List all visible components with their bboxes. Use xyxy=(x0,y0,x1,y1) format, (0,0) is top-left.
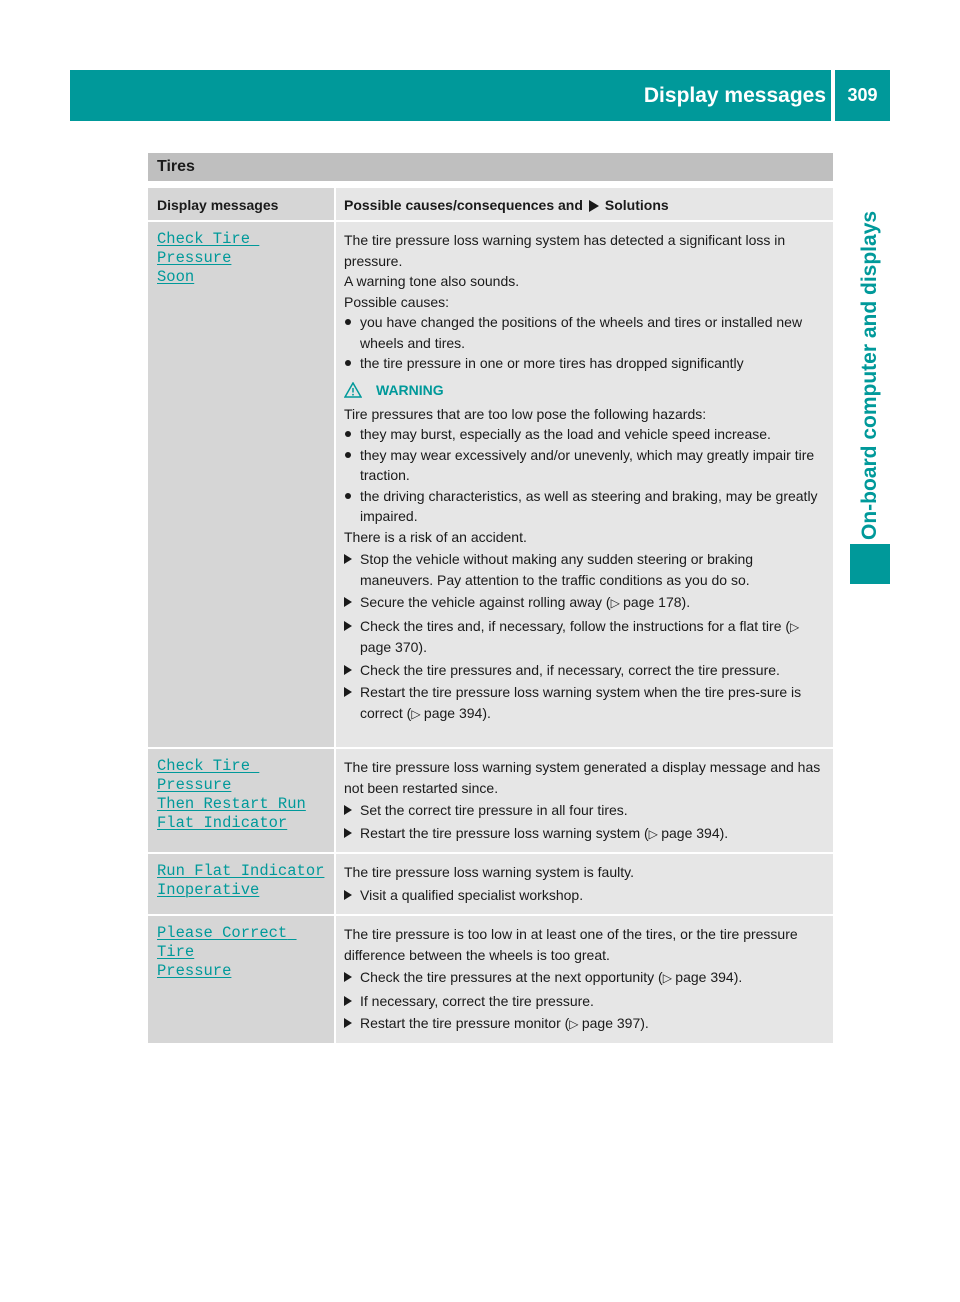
solution-cell xyxy=(336,854,833,914)
table-row xyxy=(148,749,833,854)
section-title: Tires xyxy=(157,158,195,175)
section-bar xyxy=(148,153,833,181)
col-header-solutions-label: Solutions xyxy=(604,197,669,213)
chapter-side-label: On-board computer and displays xyxy=(858,210,881,540)
bullet-icon xyxy=(344,445,360,486)
arrow-icon xyxy=(344,549,360,590)
solution-step xyxy=(344,592,827,614)
hazard-item xyxy=(344,424,827,445)
arrow-icon xyxy=(587,199,601,213)
step-text: Restart the tire pressure loss warning system (▷ page 394). xyxy=(360,824,729,841)
display-messages-table xyxy=(148,188,833,1045)
arrow-icon xyxy=(344,682,360,724)
message-cell xyxy=(148,222,336,747)
display-message-text: Check Tire Pressure Then Restart Run Flat Indicator xyxy=(157,757,306,832)
col-header-causes: Possible causes/consequences and xyxy=(344,197,583,213)
arrow-icon xyxy=(344,823,360,845)
solution-step xyxy=(344,682,827,724)
bullet-icon xyxy=(344,353,360,374)
page-reference-link[interactable]: page 394 xyxy=(675,969,734,985)
arrow-icon xyxy=(344,800,360,821)
page-ref-icon: ▷ xyxy=(610,596,624,610)
cause-item xyxy=(344,312,827,353)
display-message-text: Please Correct Tire Pressure xyxy=(157,924,288,980)
description-text: A warning tone also sounds. xyxy=(344,273,520,289)
arrow-icon xyxy=(344,660,360,681)
solution-step xyxy=(344,660,827,681)
description-text: Possible causes: xyxy=(344,293,450,310)
solution-cell xyxy=(336,749,833,852)
solution-step xyxy=(344,616,827,658)
display-message-text: Run Flat Indicator Inoperative xyxy=(157,862,325,899)
solution-step xyxy=(344,967,827,989)
hazard-text: they may wear excessively and/or unevenly, which may greatly impair tire traction. xyxy=(360,446,815,483)
page-reference-link[interactable]: page 397 xyxy=(581,1015,641,1031)
description-text: The tire pressure loss warning system generated a display message and has not been restarted since. xyxy=(344,759,821,796)
page-ref-icon: ▷ xyxy=(411,706,424,721)
arrow-icon xyxy=(344,991,360,1012)
table-header-row xyxy=(148,188,833,222)
solution-step xyxy=(344,549,827,590)
step-text: Check the tire pressures at the next opportunity (▷ page 394). xyxy=(360,969,743,985)
step-text: Check the tires and, if necessary, follow the instructions for a flat tire (▷ page 370). xyxy=(360,617,800,655)
warning-text: Tire pressures that are too low pose the following hazards: xyxy=(344,405,707,422)
warning-heading xyxy=(344,382,827,398)
bullet-icon xyxy=(344,312,360,353)
message-cell xyxy=(148,916,336,1043)
page-reference-link[interactable]: page 394 xyxy=(661,824,720,841)
warning-triangle-icon xyxy=(344,382,362,398)
step-text: Set the correct tire pressure in all four tires. xyxy=(360,802,628,818)
description-text: The tire pressure loss warning system is faulty. xyxy=(344,864,634,880)
bullet-icon xyxy=(344,424,360,445)
message-cell xyxy=(148,749,336,852)
page-ref-icon: ▷ xyxy=(569,1017,582,1031)
cause-text: you have changed the positions of the wheels and tires or installed new wheels and tires. xyxy=(360,314,803,351)
solution-cell xyxy=(336,916,833,1043)
display-message-text: Check Tire Pressure Soon xyxy=(157,230,251,286)
table-body xyxy=(148,222,833,1045)
step-text: Restart the tire pressure monitor (▷ page 397). xyxy=(360,1015,649,1031)
cause-text: the tire pressure in one or more tires has dropped significantly xyxy=(360,355,744,371)
step-text: Stop the vehicle without making any sudden steering or braking maneuvers. Pay attention to the traffic conditions as you do so. xyxy=(360,551,754,588)
step-text: Secure the vehicle against rolling away (▷ page 178). xyxy=(360,594,691,610)
solution-step xyxy=(344,823,827,845)
arrow-icon xyxy=(344,885,360,906)
page-header-title: Display messages xyxy=(643,83,826,107)
page-ref-icon: ▷ xyxy=(790,619,800,634)
hazard-item xyxy=(344,486,827,527)
table-row xyxy=(148,916,833,1045)
col-header-solutions xyxy=(336,188,833,220)
page-number: 309 xyxy=(847,85,878,105)
arrow-icon xyxy=(344,616,360,658)
cause-item xyxy=(344,353,827,374)
page-reference-link[interactable]: page 178 xyxy=(623,594,682,610)
description-text: The tire pressure is too low in at least one of the tires, or the tire pressure difference between the wheels is too great. xyxy=(344,926,798,963)
arrow-icon xyxy=(344,1013,360,1035)
arrow-icon xyxy=(344,592,360,614)
solution-step xyxy=(344,991,827,1012)
step-text: Restart the tire pressure loss warning system when the tire pres-sure is correct (▷ page 394). xyxy=(360,684,802,721)
arrow-icon xyxy=(344,967,360,989)
warning-label: WARNING xyxy=(376,381,444,398)
col-header-messages: Display messages xyxy=(148,188,336,220)
bullet-icon xyxy=(344,486,360,527)
page-reference-link[interactable]: page 394 xyxy=(423,704,483,721)
page-reference-link[interactable]: page 370 xyxy=(360,639,419,655)
page-ref-icon: ▷ xyxy=(648,826,662,841)
message-cell xyxy=(148,854,336,914)
table-row xyxy=(148,854,833,916)
solution-cell xyxy=(336,222,833,747)
solution-step xyxy=(344,885,827,906)
step-text: Visit a qualified specialist workshop. xyxy=(360,886,584,903)
risk-text: There is a risk of an accident. xyxy=(344,528,527,545)
description-text: The tire pressure loss warning system has detected a significant loss in pressure. xyxy=(344,232,786,269)
solution-step xyxy=(344,800,827,821)
hazard-text: the driving characteristics, as well as steering and braking, may be greatly impaired. xyxy=(360,487,818,524)
chapter-marker xyxy=(850,544,890,584)
step-text: Check the tire pressures and, if necessary, correct the tire pressure. xyxy=(360,661,780,678)
hazard-text: they may burst, especially as the load and vehicle speed increase. xyxy=(360,426,771,442)
table-row xyxy=(148,222,833,749)
hazard-item xyxy=(344,445,827,486)
solution-step xyxy=(344,1013,827,1035)
page-ref-icon: ▷ xyxy=(662,971,676,985)
step-text: If necessary, correct the tire pressure. xyxy=(360,992,594,1009)
